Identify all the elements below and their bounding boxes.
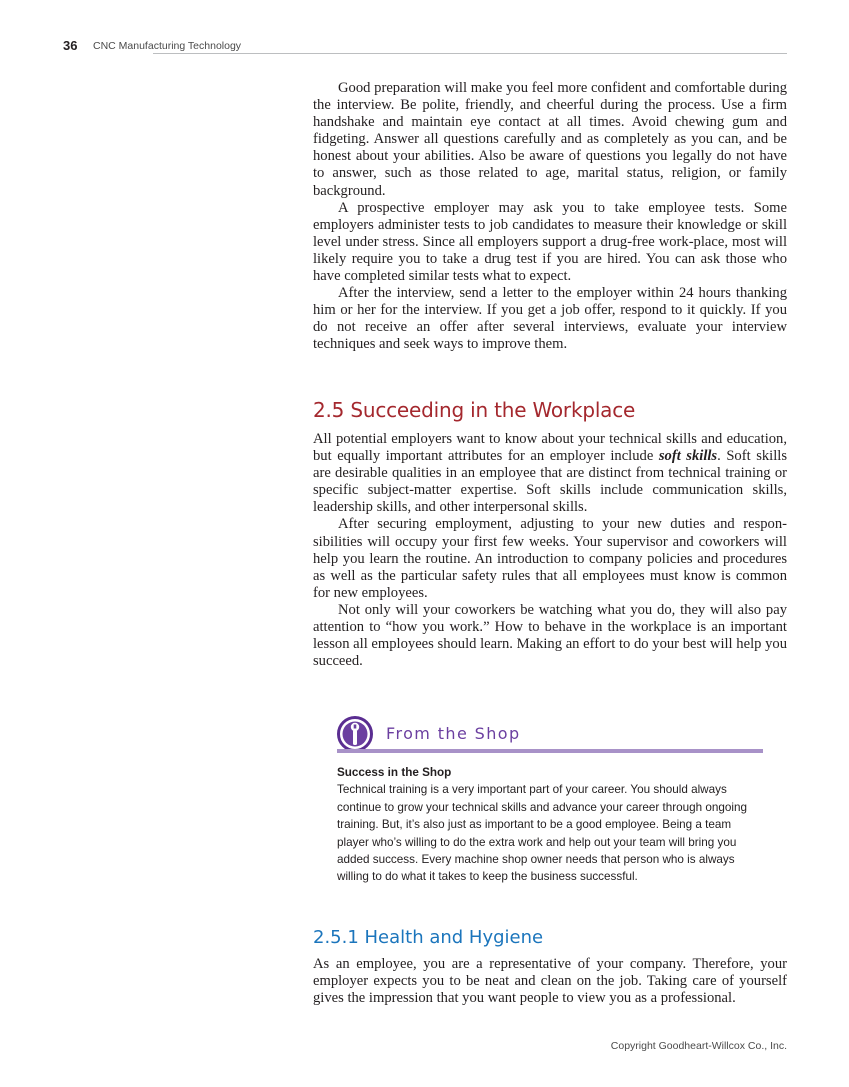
book-title: CNC Manufacturing Technology	[93, 40, 242, 52]
subsection-heading: 2.5.1 Health and Hygiene	[313, 927, 544, 948]
shop-box-body	[337, 764, 747, 886]
running-header	[63, 38, 787, 58]
shop-box-title: From the Shop	[386, 724, 521, 743]
section-heading: 2.5 Succeeding in the Workplace	[313, 398, 636, 422]
page-number: 36	[63, 38, 78, 53]
copyright-footer: Copyright Goodheart-Willcox Co., Inc.	[610, 1040, 787, 1052]
paragraph-text: All potential employers want to know about your technical skills and education, but equally important attributes for an employer include	[313, 431, 787, 465]
paragraph: As an employee, you are a representative of your company. Therefore, your employer expects you to be neat and clean on the job. Taking care of yourself gives the impression that you want people to view you as a professional.	[313, 956, 787, 1007]
key-term: soft skills	[658, 448, 718, 465]
paragraph: Good preparation will make you feel more confident and comfortable during the interview. Be polite, friendly, and cheerful during the process. Use a firm handshake and maintain eye contact at all times. Avoid chewing gum and fidgeting. Answer all questions carefully and as completely as you can, and be honest about your abilities. Also be aware of questions you legally do not have to answer, such as those related to age, marital status, religion, or family background.	[313, 80, 787, 199]
paragraph: A prospective employer may ask you to take employee tests. Some employers administer tests to job candidates to measure their knowledge or skill level under stress. Since all employers support a drug-free work-place, most will likely require you to take a drug test if you are hired. You can ask those who have completed similar tests what to expect.	[313, 199, 787, 285]
header-rule	[153, 53, 787, 54]
paragraph: Not only will your coworkers be watching what you do, they will also pay attention to “how you work.” How to behave in the workplace is an important lesson all employees should learn. Making an effort to do your best will help you succeed.	[313, 601, 787, 670]
section-text	[313, 431, 787, 670]
intro-text	[313, 80, 787, 354]
paragraph	[313, 431, 787, 516]
paragraph: After the interview, send a letter to the employer within 24 hours thanking him or her for the interview. If you get a job offer, respond to it quickly. If you do not receive an offer after several interviews, evaluate your interview techniques and seek ways to improve them.	[313, 285, 787, 353]
shop-box-subheading: Success in the Shop	[337, 766, 452, 779]
wrench-badge-icon	[337, 716, 373, 752]
paragraph-text: . Soft skills are desirable qualities in an employee that are distinct from technical training or specific subject-matter expertise. Soft skills include communication skills, leadership skills, and other interpersonal skills.	[313, 448, 788, 516]
shop-box-text: Technical training is a very important part of your career. You should always continue to grow your technical skills and advance your career through ongoing training. But, it’s also just as important to be a good employee. Being a team player who’s willing to do the extra work and help out your team will bring you added success. Every machine shop owner needs that person who is always willing to do what it takes to keep the business successful.	[337, 783, 747, 884]
shop-box-rule	[337, 749, 763, 753]
paragraph: After securing employment, adjusting to your new duties and respon-sibilities will occupy your first few weeks. Your supervisor and coworkers will help you learn the routine. An introduction to company policies and procedures as well as the particular safety rules that all employees must know is common for new employees.	[313, 516, 787, 601]
subsection-text	[313, 956, 787, 1007]
